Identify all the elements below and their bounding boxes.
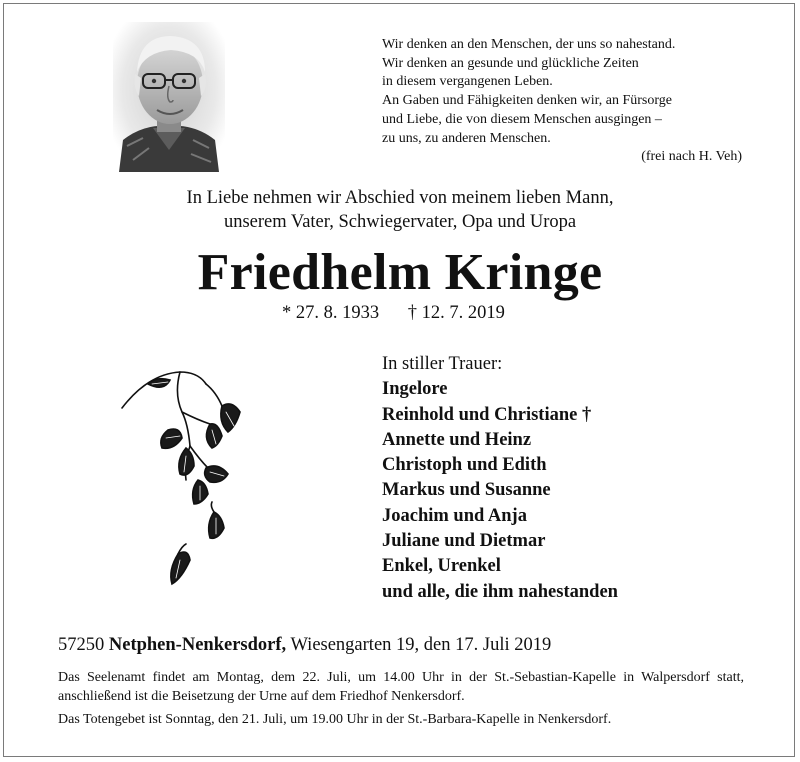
prayer-note: Das Totengebet ist Sonntag, den 21. Juli, um 19.00 Uhr in der St.-Barbara-Kapelle in Nenkersdorf. [58,712,612,727]
mourner-name: Annette und Heinz [382,429,532,450]
poem-line: zu uns, zu anderen Menschen. [382,130,551,146]
intro-line-1: In Liebe nehmen wir Abschied von meinem lieben Mann, [186,188,614,208]
town: Netphen-Nenkersdorf, [108,635,287,655]
mourner-name: Christoph und Edith [382,455,547,476]
portrait-photo [113,22,225,172]
memorial-poem [382,36,762,167]
service-notes [58,669,744,735]
mourners-list [382,352,618,605]
postcode: 57250 [58,635,105,655]
poem-line: in diesem vergangenen Leben. [382,74,553,90]
place-and-date [58,633,551,657]
poem-line: An Gaben und Fähigkeiten denken wir, an Fürsorge [382,93,673,109]
mourner-name: Joachim und Anja [382,505,527,526]
address-date: Wiesengarten 19, den 17. Juli 2019 [290,635,552,655]
intro-line-2: unserem Vater, Schwiegervater, Opa und Uropa [223,212,577,232]
deceased-name: Friedhelm Kringe [197,244,603,301]
mourner-name: Enkel, Urenkel [382,556,501,577]
mourner-name: und alle, die ihm nahestanden [382,581,618,602]
mourners-heading: In stiller Trauer: [382,354,503,374]
funeral-note: Das Seelenamt findet am Montag, dem 22. Juli, um 14.00 Uhr in der St.-Sebastian-Kapelle in Walpersdorf statt, anschließend ist die Beisetzung der Urne auf dem Friedhof Nenkersdorf. [58,670,744,704]
death-date: † 12. 7. 2019 [407,303,505,323]
farewell-intro [0,186,800,234]
life-dates [282,301,505,325]
poem-credit: (frei nach H. Veh) [641,149,742,165]
mourner-name: Reinhold und Christiane † [382,404,592,425]
poem-line: Wir denken an gesunde und glückliche Zeiten [382,55,639,71]
poem-line: und Liebe, die von diesem Menschen ausgingen – [382,111,662,127]
poem-line: Wir denken an den Menschen, der uns so nahestand. [382,37,676,52]
mourner-name: Juliane und Dietmar [382,531,546,552]
mourner-name: Ingelore [382,379,448,400]
birth-date: * 27. 8. 1933 [282,303,380,323]
mourner-name: Markus und Susanne [382,480,551,501]
birch-branch-icon [118,364,258,594]
